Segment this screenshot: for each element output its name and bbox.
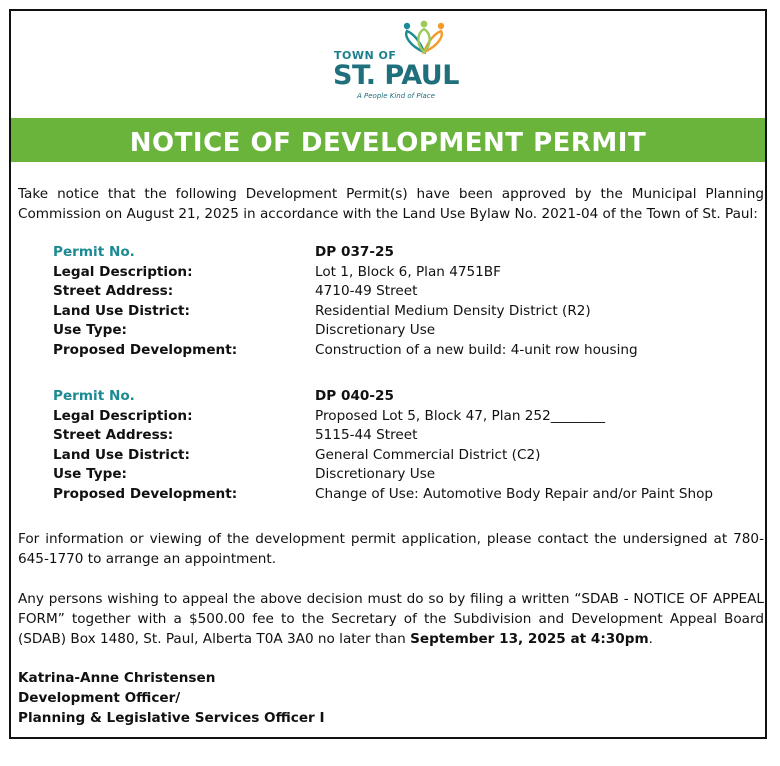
legal-value: Lot 1, Block 6, Plan 4751BF <box>315 263 501 280</box>
permit-row-legal <box>53 407 713 427</box>
appeal-end: . <box>648 631 653 647</box>
permit-row-legal <box>53 263 638 283</box>
permit-no-label: Permit No. <box>53 244 135 260</box>
signature-title-1: Development Officer/ <box>18 690 181 706</box>
permit-row-use <box>53 465 713 485</box>
permit-no-label: Permit No. <box>53 388 135 404</box>
district-label: Land Use District: <box>53 446 190 463</box>
signature-title-2: Planning & Legislative Services Officer I <box>18 710 325 726</box>
intro-paragraph: Take notice that the following Development Permit(s) have been approved by the Municipal Planning Commission on August 21, 2025 in accordance with the Land Use Bylaw No. 2021-04 of the Town of St. Paul: <box>18 186 764 222</box>
permit-row-address <box>53 282 638 302</box>
signature-name: Katrina-Anne Christensen <box>18 670 216 686</box>
permit-row-number <box>53 387 713 407</box>
development-value: Change of Use: Automotive Body Repair and/or Paint Shop <box>315 485 714 502</box>
district-value: Residential Medium Density District (R2) <box>315 302 591 319</box>
appeal-paragraph <box>18 589 764 649</box>
permit-row-number <box>53 243 638 263</box>
people-leaf-icon <box>398 20 450 56</box>
use-value: Discretionary Use <box>315 466 436 483</box>
appeal-deadline: September 13, 2025 at 4:30pm <box>410 631 649 647</box>
town-logo <box>320 20 460 105</box>
permit-row-district <box>53 302 638 322</box>
development-label: Proposed Development: <box>53 341 238 358</box>
address-value: 4710-49 Street <box>315 283 418 300</box>
use-label: Use Type: <box>53 466 127 483</box>
legal-label: Legal Description: <box>53 407 193 424</box>
district-label: Land Use District: <box>53 302 190 319</box>
permit-row-use <box>53 321 638 341</box>
permit-row-district <box>53 446 713 466</box>
use-label: Use Type: <box>53 322 127 339</box>
signature-block <box>18 668 325 728</box>
permit-block-2 <box>53 387 713 505</box>
development-value: Construction of a new build: 4-unit row housing <box>315 341 638 358</box>
notice-banner: NOTICE OF DEVELOPMENT PERMIT <box>11 118 765 162</box>
address-label: Street Address: <box>53 283 174 300</box>
logo-town-of: TOWN OF <box>334 49 397 62</box>
appeal-text: Any persons wishing to appeal the above decision must do so by filing a written “SDAB - NOTICE OF APPEAL FORM” together with a $500.00 fee to the Secretary of the Subdivision and Development Appeal Board (SDAB) Box 1480, St. Paul, Alberta T0A 3A0 no later than <box>18 591 764 647</box>
use-value: Discretionary Use <box>315 322 436 339</box>
permit-row-development <box>53 485 713 505</box>
address-value: 5115-44 Street <box>315 427 418 444</box>
info-paragraph: For information or viewing of the development permit application, please contact the undersigned at 780-645-1770 to arrange an appointment. <box>18 531 764 567</box>
permit-no-value: DP 040-25 <box>315 388 394 404</box>
legal-value: Proposed Lot 5, Block 47, Plan 252________ <box>315 407 606 424</box>
development-label: Proposed Development: <box>53 485 238 502</box>
permit-no-value: DP 037-25 <box>315 244 394 260</box>
legal-label: Legal Description: <box>53 263 193 280</box>
permit-block-1 <box>53 243 638 361</box>
permit-row-address <box>53 426 713 446</box>
district-value: General Commercial District (C2) <box>315 446 541 463</box>
permit-row-development <box>53 341 638 361</box>
address-label: Street Address: <box>53 427 174 444</box>
logo-tagline: A People Kind of Place <box>357 92 435 100</box>
logo-name: ST. PAUL <box>333 60 459 91</box>
